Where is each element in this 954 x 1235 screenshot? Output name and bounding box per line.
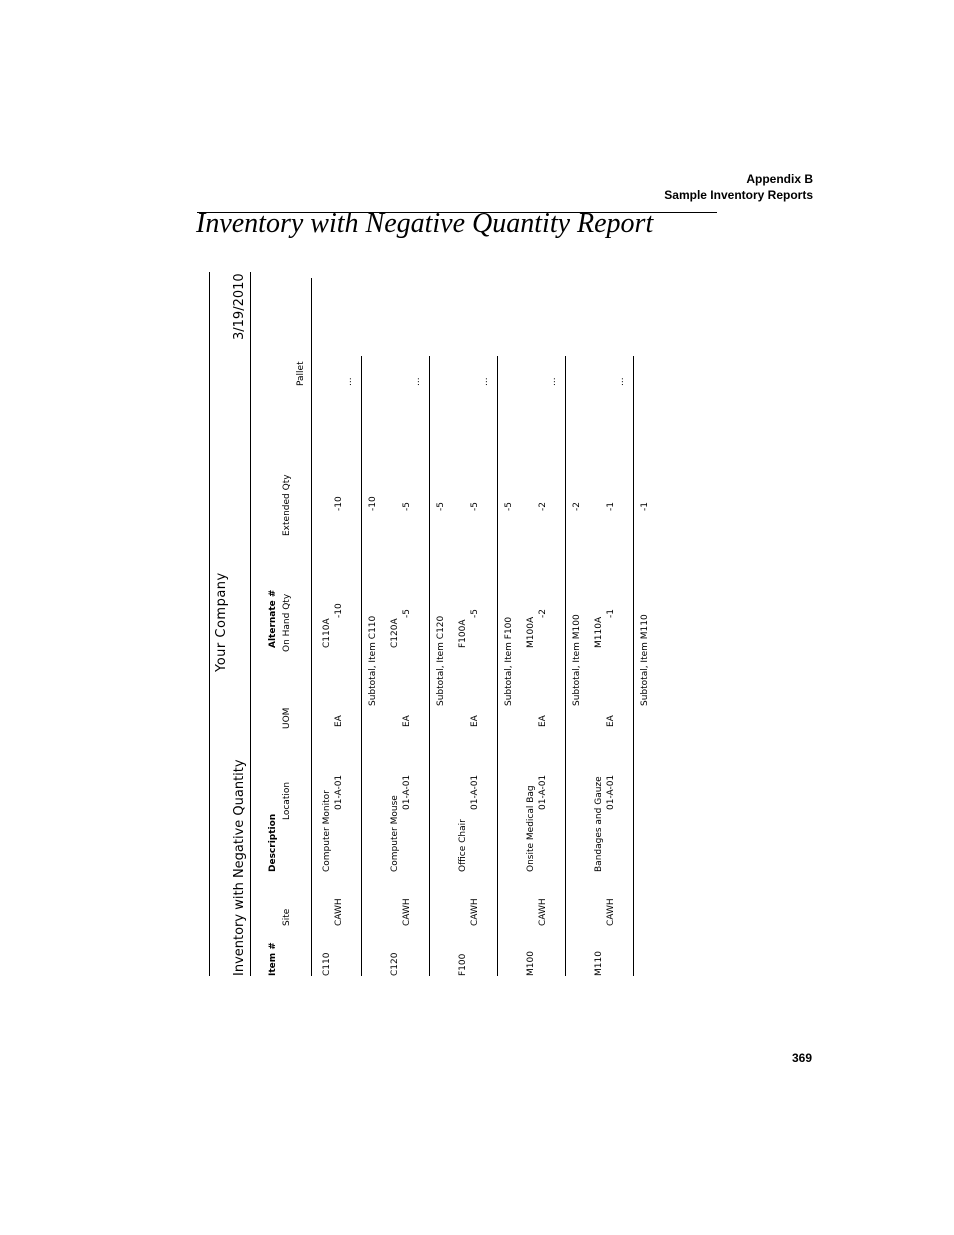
group-subtotal-rule: [565, 356, 566, 976]
report-title: Inventory with Negative Quantity: [232, 759, 247, 976]
col-header-description: Description: [268, 813, 278, 872]
group-uom: EA: [402, 715, 412, 727]
group-subtotal: -5: [436, 502, 446, 511]
group-subtotal-rule: [633, 356, 634, 976]
page-title: Inventory with Negative Quantity Report: [196, 208, 654, 239]
group-extended: -5: [402, 502, 412, 511]
group-subtotal-rule: [429, 356, 430, 976]
group-on-hand: -5: [470, 609, 480, 618]
report-company: Your Company: [214, 572, 229, 672]
group-extended: -1: [606, 502, 616, 511]
col-header-uom: UOM: [282, 707, 292, 729]
report-top-rule: [209, 272, 210, 976]
group-location: 01-A-01: [334, 774, 344, 810]
report-date: 3/19/2010: [232, 273, 247, 340]
group-location: 01-A-01: [402, 774, 412, 810]
col-header-site: Site: [282, 908, 292, 926]
rotated-report: [207, 272, 650, 976]
group-alternate: C120A: [390, 618, 400, 648]
group-location: 01-A-01: [606, 774, 616, 810]
group-description: Office Chair: [458, 819, 468, 872]
group-description: Bandages and Gauze: [594, 776, 604, 872]
group-subtotal: -10: [368, 496, 378, 511]
group-subtotal-label: Subtotal, Item F100: [504, 616, 514, 706]
group-pallet: ...: [344, 377, 354, 386]
group-pallet: ...: [616, 377, 626, 386]
group-alternate: M110A: [594, 616, 604, 648]
group-pallet: ...: [480, 377, 490, 386]
group-alternate: M100A: [526, 616, 536, 648]
report-figure: [207, 272, 650, 976]
group-subtotal: -2: [572, 502, 582, 511]
group-item-id: F100: [458, 953, 468, 976]
col-header-extended: Extended Qty: [282, 474, 292, 536]
group-alternate: C110A: [322, 618, 332, 648]
group-uom: EA: [470, 715, 480, 727]
group-subtotal-rule: [361, 356, 362, 976]
page-number: 369: [792, 1051, 813, 1065]
col-header-item: Item #: [268, 942, 278, 976]
group-subtotal-label: Subtotal, Item M100: [572, 614, 582, 706]
col-header-rule: [311, 278, 312, 976]
group-subtotal-label: Subtotal, Item C120: [436, 615, 446, 706]
appendix-label: Appendix B: [746, 172, 813, 186]
col-header-alternate: Alternate #: [268, 589, 278, 648]
col-header-location: Location: [282, 781, 292, 820]
group-site: CAWH: [606, 898, 616, 926]
group-on-hand: -10: [334, 603, 344, 618]
group-subtotal-rule: [497, 356, 498, 976]
group-pallet: ...: [548, 377, 558, 386]
group-uom: EA: [334, 715, 344, 727]
group-description: Onsite Medical Bag: [526, 785, 536, 872]
group-item-id: C120: [390, 952, 400, 976]
group-on-hand: -5: [402, 609, 412, 618]
group-item-id: M100: [526, 951, 536, 976]
report-title-rule: [250, 272, 251, 976]
col-header-pallet: Pallet: [296, 361, 306, 386]
col-header-on-hand: On Hand Qty: [282, 593, 292, 652]
group-uom: EA: [538, 715, 548, 727]
group-extended: -10: [334, 496, 344, 511]
section-label: Sample Inventory Reports: [664, 188, 813, 202]
group-extended: -5: [470, 502, 480, 511]
group-on-hand: -2: [538, 609, 548, 618]
group-extended: -2: [538, 502, 548, 511]
group-subtotal-label: Subtotal, Item C110: [368, 615, 378, 706]
group-site: CAWH: [402, 898, 412, 926]
group-site: CAWH: [538, 898, 548, 926]
group-uom: EA: [606, 715, 616, 727]
group-location: 01-A-01: [538, 774, 548, 810]
group-alternate: F100A: [458, 619, 468, 648]
group-subtotal: -1: [640, 502, 650, 511]
group-item-id: C110: [322, 952, 332, 976]
group-site: CAWH: [334, 898, 344, 926]
group-on-hand: -1: [606, 609, 616, 618]
group-site: CAWH: [470, 898, 480, 926]
group-description: Computer Mouse: [390, 795, 400, 872]
group-subtotal-label: Subtotal, Item M110: [640, 614, 650, 706]
group-item-id: M110: [594, 951, 604, 976]
group-pallet: ...: [412, 377, 422, 386]
group-description: Computer Monitor: [322, 790, 332, 872]
group-subtotal: -5: [504, 502, 514, 511]
group-location: 01-A-01: [470, 774, 480, 810]
